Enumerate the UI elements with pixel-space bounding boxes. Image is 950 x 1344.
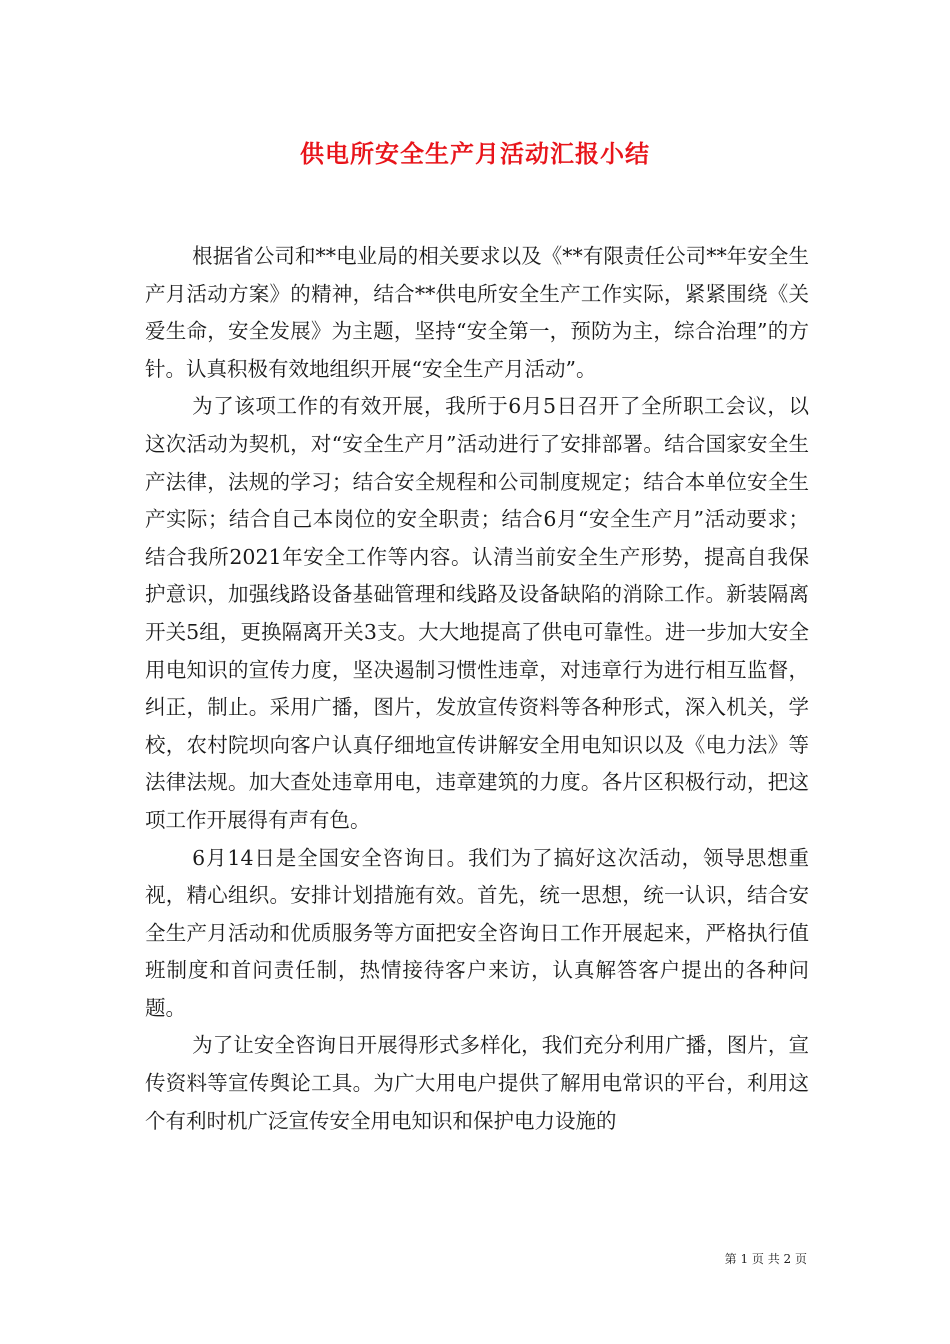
paragraph-2: 为了该项工作的有效开展，我所于6月5日召开了全所职工会议，以这次活动为契机，对“安全生产月”活动进行了安排部署。结合国家安全生产法律，法规的学习；结合安全规程和公司制度规定；结合本单位安全生产实际；结合自己本岗位的安全职责；结合6月“安全生产月”活动要求；结合我所2021年安全工作等内容。认清当前安全生产形势，提高自我保护意识，加强线路设备基础管理和线路及设备缺陷的消除工作。新装隔离开关5组，更换隔离开关3支。大大地提高了供电可靠性。进一步加大安全用电知识的宣传力度，坚决遏制习惯性违章，对违章行为进行相互监督，纠正，制止。采用广播，图片，发放宣传资料等各种形式，深入机关，学校，农村院坝向客户认真仔细地宣传讲解安全用电知识以及《电力法》等法律法规。加大查处违章用电，违章建筑的力度。各片区积极行动，把这项工作开展得有声有色。 [145,394,809,832]
document-body [145,238,809,1140]
paragraph-4: 为了让安全咨询日开展得形式多样化，我们充分利用广播，图片，宣传资料等宣传舆论工具。为广大用电户提供了解用电常识的平台，利用这个有利时机广泛宣传安全用电知识和保护电力设施的 [145,1033,809,1133]
paragraph-3: 6月14日是全国安全咨询日。我们为了搞好这次活动，领导思想重视，精心组织。安排计划措施有效。首先，统一思想，统一认识，结合安全生产月活动和优质服务等方面把安全咨询日工作开展起来，严格执行值班制度和首问责任制，热情接待客户来访，认真解答客户提出的各种问题。 [145,845,809,1020]
document-title: 供电所安全生产月活动汇报小结 [300,139,650,168]
paragraph-1: 根据省公司和**电业局的相关要求以及《**有限责任公司**年安全生产月活动方案》的精神，结合**供电所安全生产工作实际，紧紧围绕《关爱生命，安全发展》为主题，坚持“安全第一，预防为主，综合治理”的方针。认真积极有效地组织开展“安全生产月活动”。 [145,244,809,381]
page-indicator: 第 1 页 共 2 页 [724,1252,807,1266]
